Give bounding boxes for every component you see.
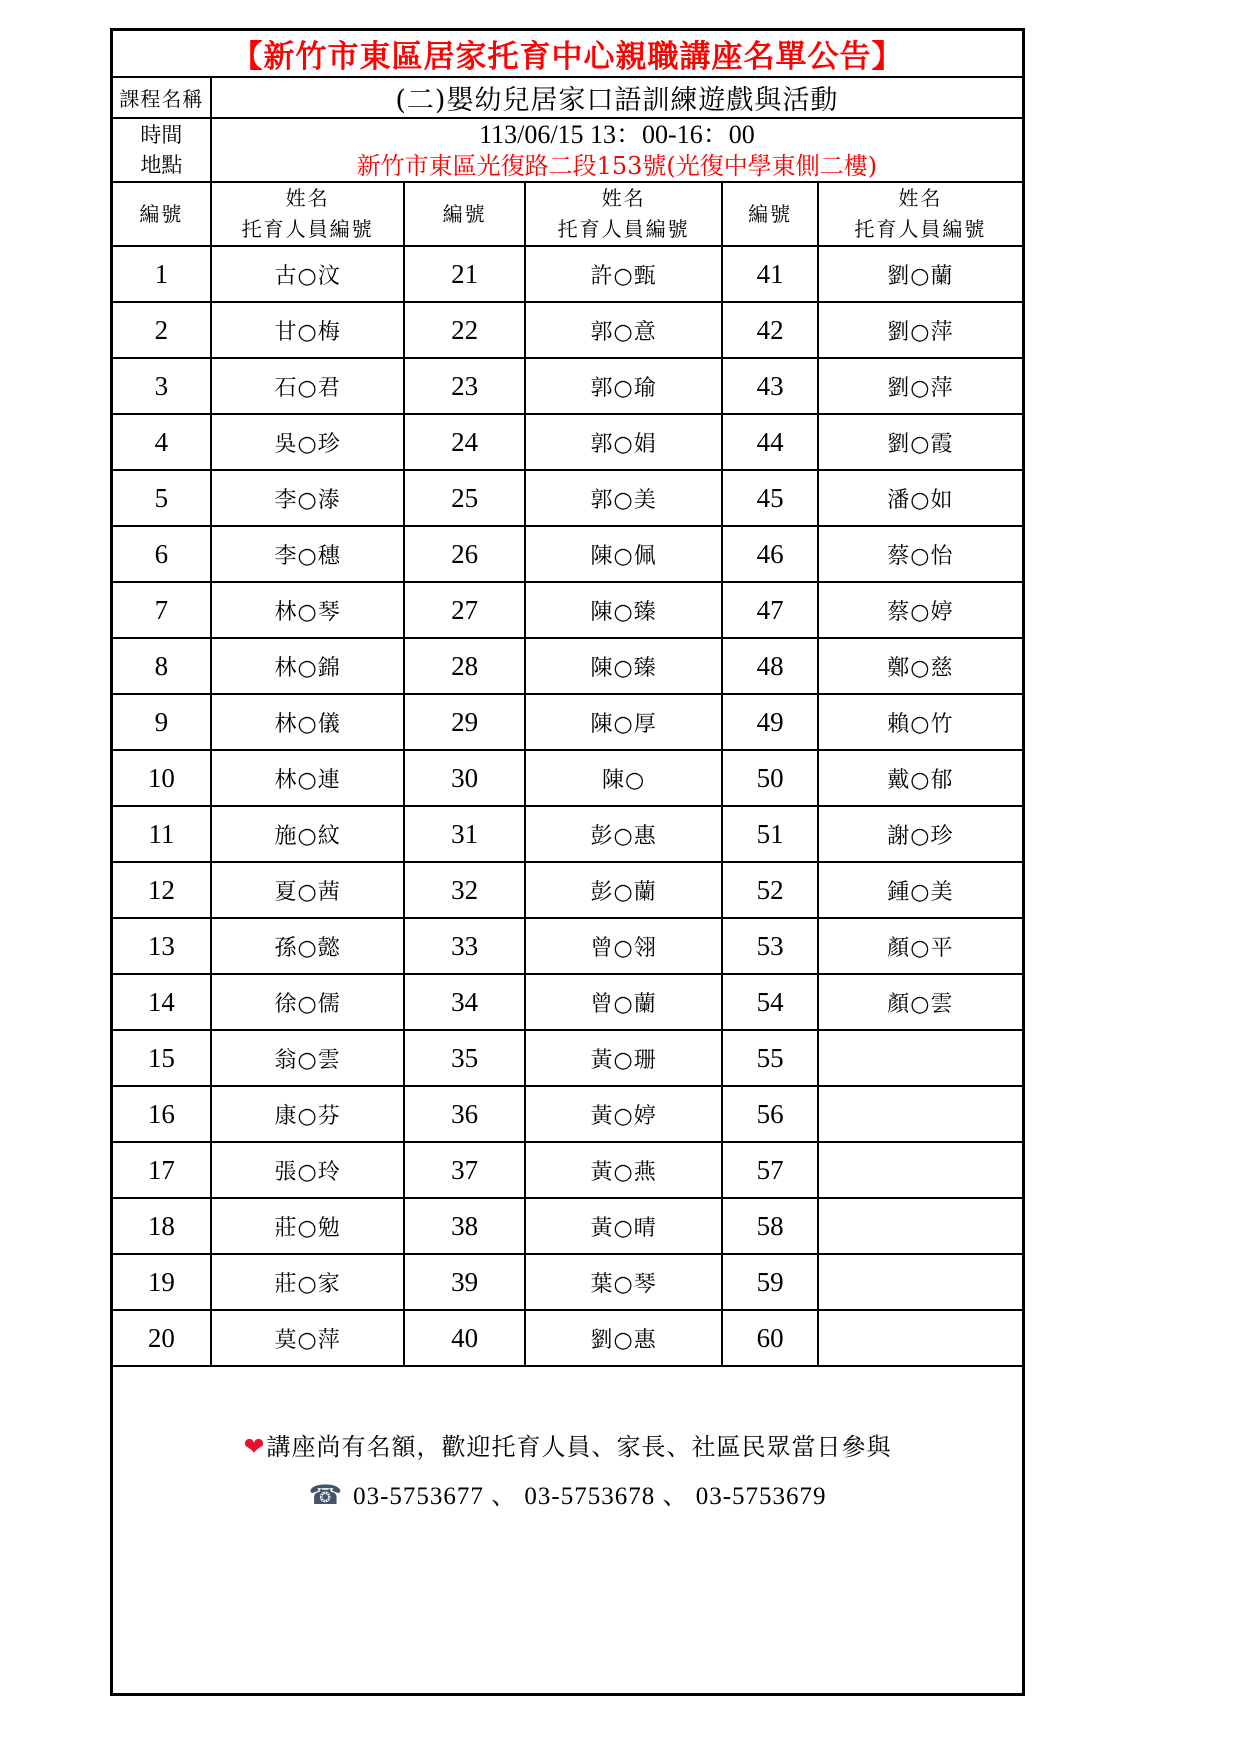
table-row bbox=[112, 470, 1024, 526]
time-place-row bbox=[112, 118, 1024, 182]
course-row bbox=[112, 77, 1024, 118]
row-number: 18 bbox=[112, 1198, 211, 1254]
time-label: 時間 bbox=[140, 122, 183, 147]
row-number: 51 bbox=[722, 806, 817, 862]
row-number: 26 bbox=[404, 526, 524, 582]
attendee-name: 蔡○怡 bbox=[818, 526, 1024, 582]
table-row bbox=[112, 918, 1024, 974]
row-number: 17 bbox=[112, 1142, 211, 1198]
table-row bbox=[112, 582, 1024, 638]
attendee-name: 郭○意 bbox=[525, 302, 723, 358]
col-header-name-2 bbox=[525, 182, 723, 246]
attendee-name: 陳○ bbox=[525, 750, 723, 806]
col-header-no-2: 編號 bbox=[404, 182, 524, 246]
attendee-name: 郭○瑜 bbox=[525, 358, 723, 414]
row-number: 40 bbox=[404, 1310, 524, 1366]
row-number: 41 bbox=[722, 246, 817, 302]
attendee-name: 石○君 bbox=[211, 358, 405, 414]
attendee-name: 謝○珍 bbox=[818, 806, 1024, 862]
attendee-name: 陳○臻 bbox=[525, 638, 723, 694]
attendee-name: 彭○蘭 bbox=[525, 862, 723, 918]
row-number: 50 bbox=[722, 750, 817, 806]
attendee-name: 許○甄 bbox=[525, 246, 723, 302]
row-number: 52 bbox=[722, 862, 817, 918]
attendee-name: 林○儀 bbox=[211, 694, 405, 750]
attendee-name bbox=[818, 1142, 1024, 1198]
row-number: 25 bbox=[404, 470, 524, 526]
attendee-name: 黃○燕 bbox=[525, 1142, 723, 1198]
row-number: 6 bbox=[112, 526, 211, 582]
row-number: 48 bbox=[722, 638, 817, 694]
table-row bbox=[112, 806, 1024, 862]
row-number: 60 bbox=[722, 1310, 817, 1366]
row-number: 29 bbox=[404, 694, 524, 750]
table-row bbox=[112, 414, 1024, 470]
attendee-name: 顏○雲 bbox=[818, 974, 1024, 1030]
attendee-name: 郭○美 bbox=[525, 470, 723, 526]
row-number: 23 bbox=[404, 358, 524, 414]
col-header-name-3 bbox=[818, 182, 1024, 246]
attendee-name: 鄭○慈 bbox=[818, 638, 1024, 694]
name-header-label: 姓名 bbox=[601, 186, 646, 210]
table-row bbox=[112, 1030, 1024, 1086]
announcement-table bbox=[110, 28, 1025, 1696]
attendee-name: 甘○梅 bbox=[211, 302, 405, 358]
attendee-name: 莊○家 bbox=[211, 1254, 405, 1310]
row-number: 58 bbox=[722, 1198, 817, 1254]
table-row bbox=[112, 638, 1024, 694]
row-number: 12 bbox=[112, 862, 211, 918]
row-number: 57 bbox=[722, 1142, 817, 1198]
attendee-name: 曾○蘭 bbox=[525, 974, 723, 1030]
roster-body bbox=[112, 246, 1024, 1366]
attendee-name: 曾○翎 bbox=[525, 918, 723, 974]
row-number: 39 bbox=[404, 1254, 524, 1310]
row-number: 20 bbox=[112, 1310, 211, 1366]
phone-numbers: 03-5753677 、 03-5753678 、 03-5753679 bbox=[353, 1483, 827, 1510]
attendee-name bbox=[818, 1254, 1024, 1310]
attendee-name: 劉○萍 bbox=[818, 302, 1024, 358]
row-number: 16 bbox=[112, 1086, 211, 1142]
footer-row bbox=[112, 1366, 1024, 1694]
attendee-name bbox=[818, 1086, 1024, 1142]
row-number: 46 bbox=[722, 526, 817, 582]
attendee-name: 劉○蘭 bbox=[818, 246, 1024, 302]
table-row bbox=[112, 750, 1024, 806]
attendee-name: 莫○萍 bbox=[211, 1310, 405, 1366]
row-number: 13 bbox=[112, 918, 211, 974]
time-place-label bbox=[112, 118, 211, 182]
row-number: 27 bbox=[404, 582, 524, 638]
attendee-name: 劉○惠 bbox=[525, 1310, 723, 1366]
attendee-name: 徐○儒 bbox=[211, 974, 405, 1030]
name-header-sublabel: 托育人員編號 bbox=[557, 217, 690, 241]
attendee-name: 施○紋 bbox=[211, 806, 405, 862]
name-header-label: 姓名 bbox=[285, 186, 330, 210]
row-number: 54 bbox=[722, 974, 817, 1030]
place-value: 新竹市東區光復路二段153號(光復中學東側二樓) bbox=[356, 151, 878, 180]
col-header-name-1 bbox=[211, 182, 405, 246]
row-number: 32 bbox=[404, 862, 524, 918]
row-number: 55 bbox=[722, 1030, 817, 1086]
table-row bbox=[112, 1198, 1024, 1254]
name-header-sublabel: 托育人員編號 bbox=[241, 217, 374, 241]
attendee-name bbox=[818, 1030, 1024, 1086]
attendee-name: 翁○雲 bbox=[211, 1030, 405, 1086]
attendee-name: 賴○竹 bbox=[818, 694, 1024, 750]
row-number: 14 bbox=[112, 974, 211, 1030]
row-number: 59 bbox=[722, 1254, 817, 1310]
heart-icon: ❤ bbox=[243, 1432, 266, 1461]
footer-note-line bbox=[113, 1427, 1022, 1462]
row-number: 37 bbox=[404, 1142, 524, 1198]
attendee-name: 黃○婷 bbox=[525, 1086, 723, 1142]
row-number: 49 bbox=[722, 694, 817, 750]
col-header-no-1: 編號 bbox=[112, 182, 211, 246]
attendee-name: 古○汶 bbox=[211, 246, 405, 302]
table-row bbox=[112, 302, 1024, 358]
attendee-name: 李○穗 bbox=[211, 526, 405, 582]
row-number: 36 bbox=[404, 1086, 524, 1142]
row-number: 53 bbox=[722, 918, 817, 974]
attendee-name bbox=[818, 1198, 1024, 1254]
telephone-icon: ☎ bbox=[308, 1480, 344, 1510]
attendee-name: 潘○如 bbox=[818, 470, 1024, 526]
attendee-name: 林○琴 bbox=[211, 582, 405, 638]
table-row bbox=[112, 358, 1024, 414]
attendee-name: 張○玲 bbox=[211, 1142, 405, 1198]
row-number: 21 bbox=[404, 246, 524, 302]
row-number: 15 bbox=[112, 1030, 211, 1086]
footer-note-text: 講座尚有名額，歡迎托育人員、家長、社區民眾當日參與 bbox=[266, 1433, 892, 1461]
row-number: 42 bbox=[722, 302, 817, 358]
row-number: 2 bbox=[112, 302, 211, 358]
attendee-name: 李○溙 bbox=[211, 470, 405, 526]
attendee-name: 戴○郁 bbox=[818, 750, 1024, 806]
table-row bbox=[112, 862, 1024, 918]
footer-note-cell bbox=[112, 1366, 1024, 1694]
row-number: 24 bbox=[404, 414, 524, 470]
row-number: 10 bbox=[112, 750, 211, 806]
row-number: 3 bbox=[112, 358, 211, 414]
row-number: 31 bbox=[404, 806, 524, 862]
attendee-name: 陳○厚 bbox=[525, 694, 723, 750]
row-number: 47 bbox=[722, 582, 817, 638]
attendee-name: 郭○娟 bbox=[525, 414, 723, 470]
col-header-no-3: 編號 bbox=[722, 182, 817, 246]
time-place-value bbox=[211, 118, 1024, 182]
row-number: 38 bbox=[404, 1198, 524, 1254]
name-header-sublabel: 托育人員編號 bbox=[854, 217, 987, 241]
attendee-name: 孫○懿 bbox=[211, 918, 405, 974]
attendee-name: 林○錦 bbox=[211, 638, 405, 694]
table-row bbox=[112, 246, 1024, 302]
table-row bbox=[112, 1310, 1024, 1366]
table-row bbox=[112, 694, 1024, 750]
row-number: 22 bbox=[404, 302, 524, 358]
attendee-name: 彭○惠 bbox=[525, 806, 723, 862]
attendee-name: 陳○佩 bbox=[525, 526, 723, 582]
attendee-name: 夏○茜 bbox=[211, 862, 405, 918]
row-number: 7 bbox=[112, 582, 211, 638]
attendee-name: 黃○珊 bbox=[525, 1030, 723, 1086]
course-label: 課程名稱 bbox=[112, 77, 211, 118]
row-number: 19 bbox=[112, 1254, 211, 1310]
row-number: 43 bbox=[722, 358, 817, 414]
attendee-name: 康○芬 bbox=[211, 1086, 405, 1142]
name-header-label: 姓名 bbox=[898, 186, 943, 210]
table-row bbox=[112, 974, 1024, 1030]
row-number: 8 bbox=[112, 638, 211, 694]
row-number: 34 bbox=[404, 974, 524, 1030]
row-number: 1 bbox=[112, 246, 211, 302]
attendee-name: 劉○萍 bbox=[818, 358, 1024, 414]
attendee-name: 吳○珍 bbox=[211, 414, 405, 470]
page-title: 【新竹市東區居家托育中心親職講座名單公告】 bbox=[112, 30, 1024, 78]
attendee-name: 葉○琴 bbox=[525, 1254, 723, 1310]
title-row bbox=[112, 30, 1024, 78]
row-number: 56 bbox=[722, 1086, 817, 1142]
row-number: 28 bbox=[404, 638, 524, 694]
attendee-name bbox=[818, 1310, 1024, 1366]
attendee-name: 林○連 bbox=[211, 750, 405, 806]
attendee-name: 陳○臻 bbox=[525, 582, 723, 638]
row-number: 9 bbox=[112, 694, 211, 750]
table-row bbox=[112, 526, 1024, 582]
column-header-row bbox=[112, 182, 1024, 246]
table-row bbox=[112, 1086, 1024, 1142]
row-number: 45 bbox=[722, 470, 817, 526]
attendee-name: 顏○平 bbox=[818, 918, 1024, 974]
place-label: 地點 bbox=[140, 153, 183, 177]
row-number: 44 bbox=[722, 414, 817, 470]
row-number: 33 bbox=[404, 918, 524, 974]
row-number: 4 bbox=[112, 414, 211, 470]
row-number: 35 bbox=[404, 1030, 524, 1086]
attendee-name: 鍾○美 bbox=[818, 862, 1024, 918]
table-row bbox=[112, 1254, 1024, 1310]
attendee-name: 劉○霞 bbox=[818, 414, 1024, 470]
attendee-name: 蔡○婷 bbox=[818, 582, 1024, 638]
row-number: 5 bbox=[112, 470, 211, 526]
attendee-name: 黃○晴 bbox=[525, 1198, 723, 1254]
row-number: 11 bbox=[112, 806, 211, 862]
row-number: 30 bbox=[404, 750, 524, 806]
course-value: (二)嬰幼兒居家口語訓練遊戲與活動 bbox=[211, 77, 1024, 118]
attendee-name: 莊○勉 bbox=[211, 1198, 405, 1254]
footer-phone-line bbox=[113, 1476, 1022, 1512]
table-row bbox=[112, 1142, 1024, 1198]
time-value: 113/06/15 13：00-16：00 bbox=[479, 119, 755, 149]
